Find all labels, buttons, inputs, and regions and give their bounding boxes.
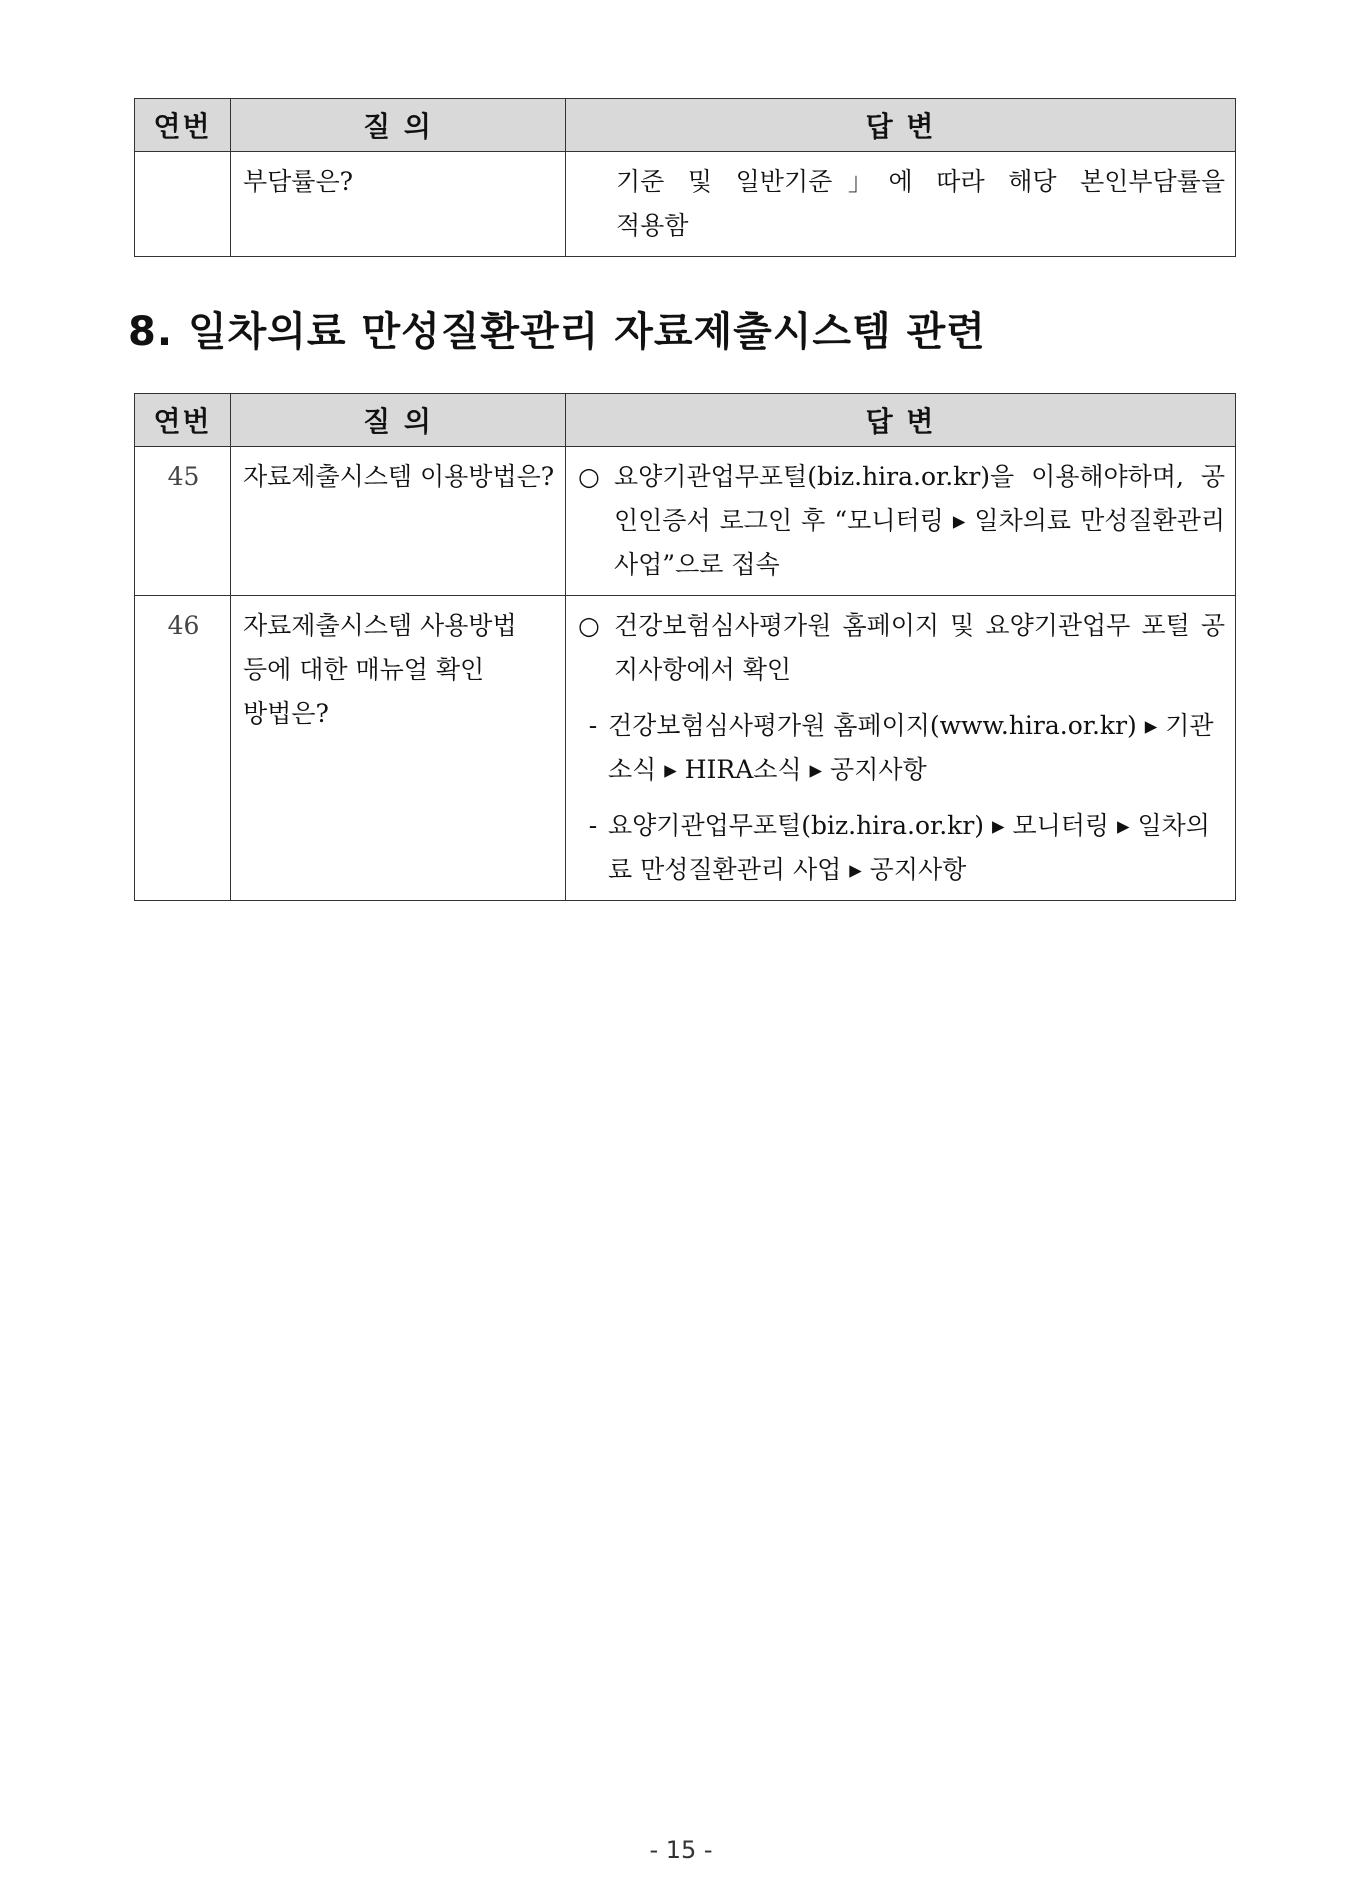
dash-bullet-icon: - bbox=[588, 711, 598, 740]
answer-sub-item bbox=[578, 704, 1225, 792]
page-number: - 15 - bbox=[649, 1836, 713, 1864]
table-header-row bbox=[135, 99, 1236, 152]
row-num: 46 bbox=[135, 596, 231, 901]
circle-bullet-icon: ○ bbox=[578, 462, 600, 491]
row-question: 자료제출시스템 사용방법 등에 대한 매뉴얼 확인 방법은? bbox=[231, 596, 566, 901]
row-answer bbox=[566, 152, 1236, 257]
header-question: 질 의 bbox=[231, 394, 566, 447]
answer-text: 요양기관업무포털(biz.hira.or.kr)을 이용해야하며, 공인인증서 로그인 후 “모니터링 ▸ 일차의료 만성질환관리 사업”으로 접속 bbox=[614, 462, 1225, 579]
answer-main bbox=[578, 604, 1225, 692]
sub-item-text: 건강보험심사평가원 홈페이지(www.hira.or.kr) ▸ 기관소식 ▸ HIRA소식 ▸ 공지사항 bbox=[608, 711, 1214, 784]
table-row bbox=[135, 596, 1236, 901]
answer-main bbox=[578, 455, 1225, 587]
table-row bbox=[135, 447, 1236, 596]
answer-line: 적용함 bbox=[616, 211, 689, 240]
sub-item-text: 요양기관업무포털(biz.hira.or.kr) ▸ 모니터링 ▸ 일차의료 만성질환관리 사업 ▸ 공지사항 bbox=[608, 811, 1210, 884]
header-num: 연번 bbox=[135, 394, 231, 447]
header-question: 질 의 bbox=[231, 99, 566, 152]
table-header-row bbox=[135, 394, 1236, 447]
header-answer: 답 변 bbox=[566, 394, 1236, 447]
header-num: 연번 bbox=[135, 99, 231, 152]
answer-text: 건강보험심사평가원 홈페이지 및 요양기관업무 포털 공지사항에서 확인 bbox=[614, 611, 1225, 684]
circle-bullet-icon: ○ bbox=[578, 611, 600, 640]
header-answer: 답 변 bbox=[566, 99, 1236, 152]
qa-table-section-8 bbox=[134, 393, 1236, 901]
row-answer bbox=[566, 596, 1236, 901]
answer-line: 기준 및 일반기준」에 따라 해당 본인부담률을 bbox=[616, 167, 1225, 196]
row-num: 45 bbox=[135, 447, 231, 596]
answer-sub-item bbox=[578, 804, 1225, 892]
row-answer bbox=[566, 447, 1236, 596]
dash-bullet-icon: - bbox=[588, 811, 598, 840]
row-num bbox=[135, 152, 231, 257]
row-question: 자료제출시스템 이용방법은? bbox=[231, 447, 566, 596]
row-question: 부담률은? bbox=[231, 152, 566, 257]
table-row bbox=[135, 152, 1236, 257]
section-title: 8. 일차의료 만성질환관리 자료제출시스템 관련 bbox=[128, 309, 986, 355]
qa-table-continued bbox=[134, 98, 1236, 257]
